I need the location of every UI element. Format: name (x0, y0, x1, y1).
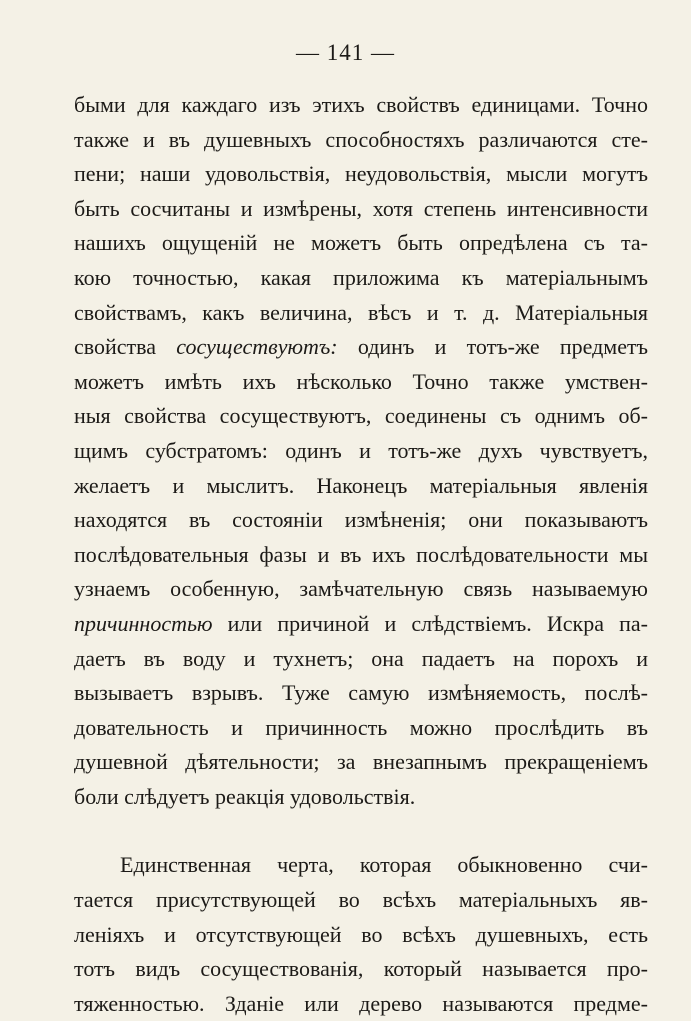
text-span: пени; наши удовольствія, неудовольствія, мысли могутъ (74, 161, 648, 187)
text-span: душевной дѣятельности; за внезапнымъ прекращеніемъ (74, 749, 648, 775)
italic-text: причинностью (74, 610, 213, 636)
text-line (74, 157, 648, 192)
text-line (74, 469, 648, 504)
text-line (74, 192, 648, 227)
text-line (74, 399, 648, 434)
text-span: свойства (74, 334, 177, 360)
page-number: — 141 — (296, 40, 395, 65)
text-span: одинъ и тотъ-же предметъ (337, 334, 648, 360)
text-line (74, 572, 648, 607)
text-span: ныя свойства сосуществуютъ, соединены съ однимъ об- (74, 403, 648, 429)
text-span: тотъ видъ сосуществованія, который называется про- (74, 956, 648, 982)
italic-text: сосуществуютъ: (176, 334, 338, 360)
text-span: боли слѣдуетъ реакція удовольствія. (74, 783, 416, 809)
text-span: вызываетъ взрывъ. Туже самую измѣняемость, послѣ- (74, 680, 648, 706)
text-line (74, 123, 648, 158)
text-line (74, 226, 648, 261)
text-line (74, 745, 648, 780)
text-line (74, 88, 648, 123)
text-span: или причиной и слѣдствіемъ. Искра па- (212, 610, 648, 636)
text-line (74, 365, 648, 400)
paragraph-1 (74, 88, 648, 814)
text-span: можетъ имѣть ихъ нѣсколько Точно также умствен- (74, 368, 648, 394)
text-line (74, 780, 648, 815)
text-span: находятся въ состояніи измѣненія; они показываютъ (74, 507, 648, 533)
text-line (74, 330, 648, 365)
text-line (74, 538, 648, 573)
text-line (74, 296, 648, 331)
text-span: довательность и причинность можно прослѣдить въ (74, 714, 648, 740)
text-line (74, 952, 648, 987)
text-span: кою точностью, какая приложима къ матеріальнымъ (74, 264, 648, 290)
text-span: тается присутствующей во всѣхъ матеріальныхъ яв- (74, 887, 648, 913)
text-line (74, 607, 648, 642)
text-line (74, 434, 648, 469)
text-line (74, 848, 648, 883)
paragraph-2 (74, 848, 648, 1021)
text-line (74, 503, 648, 538)
text-span: Единственная черта, которая обыкновенно счи- (120, 852, 648, 878)
text-span: даетъ въ воду и тухнетъ; она падаетъ на порохъ и (74, 645, 648, 671)
body-text (74, 88, 648, 1021)
text-span: тяженностью. Зданіе или дерево называются предме- (74, 990, 648, 1016)
text-span: быми для каждаго изъ этихъ свойствъ единицами. Точно (74, 92, 648, 117)
text-span: также и въ душевныхъ способностяхъ различаются сте- (74, 126, 648, 152)
text-span: свойствамъ, какъ величина, вѣсъ и т. д. Матеріальныя (74, 299, 648, 325)
text-line (74, 642, 648, 677)
text-line (74, 711, 648, 746)
text-span: быть сосчитаны и измѣрены, хотя степень интенсивности (74, 195, 648, 221)
text-span: нашихъ ощущеній не можетъ быть опредѣлена съ та- (74, 230, 648, 256)
text-line (74, 261, 648, 296)
text-span: желаетъ и мыслитъ. Наконецъ матеріальныя явленія (74, 472, 648, 498)
text-line (74, 676, 648, 711)
text-line (74, 918, 648, 953)
text-line (74, 883, 648, 918)
text-span: узнаемъ особенную, замѣчательную связь называемую (74, 576, 648, 602)
paragraph-break (74, 814, 648, 848)
text-span: леніяхъ и отсутствующей во всѣхъ душевныхъ, есть (74, 921, 648, 947)
text-line (74, 987, 648, 1021)
text-span: щимъ субстратомъ: одинъ и тотъ-же духъ чувствуетъ, (74, 437, 648, 463)
text-span: послѣдовательныя фазы и въ ихъ послѣдовательности мы (74, 541, 648, 567)
